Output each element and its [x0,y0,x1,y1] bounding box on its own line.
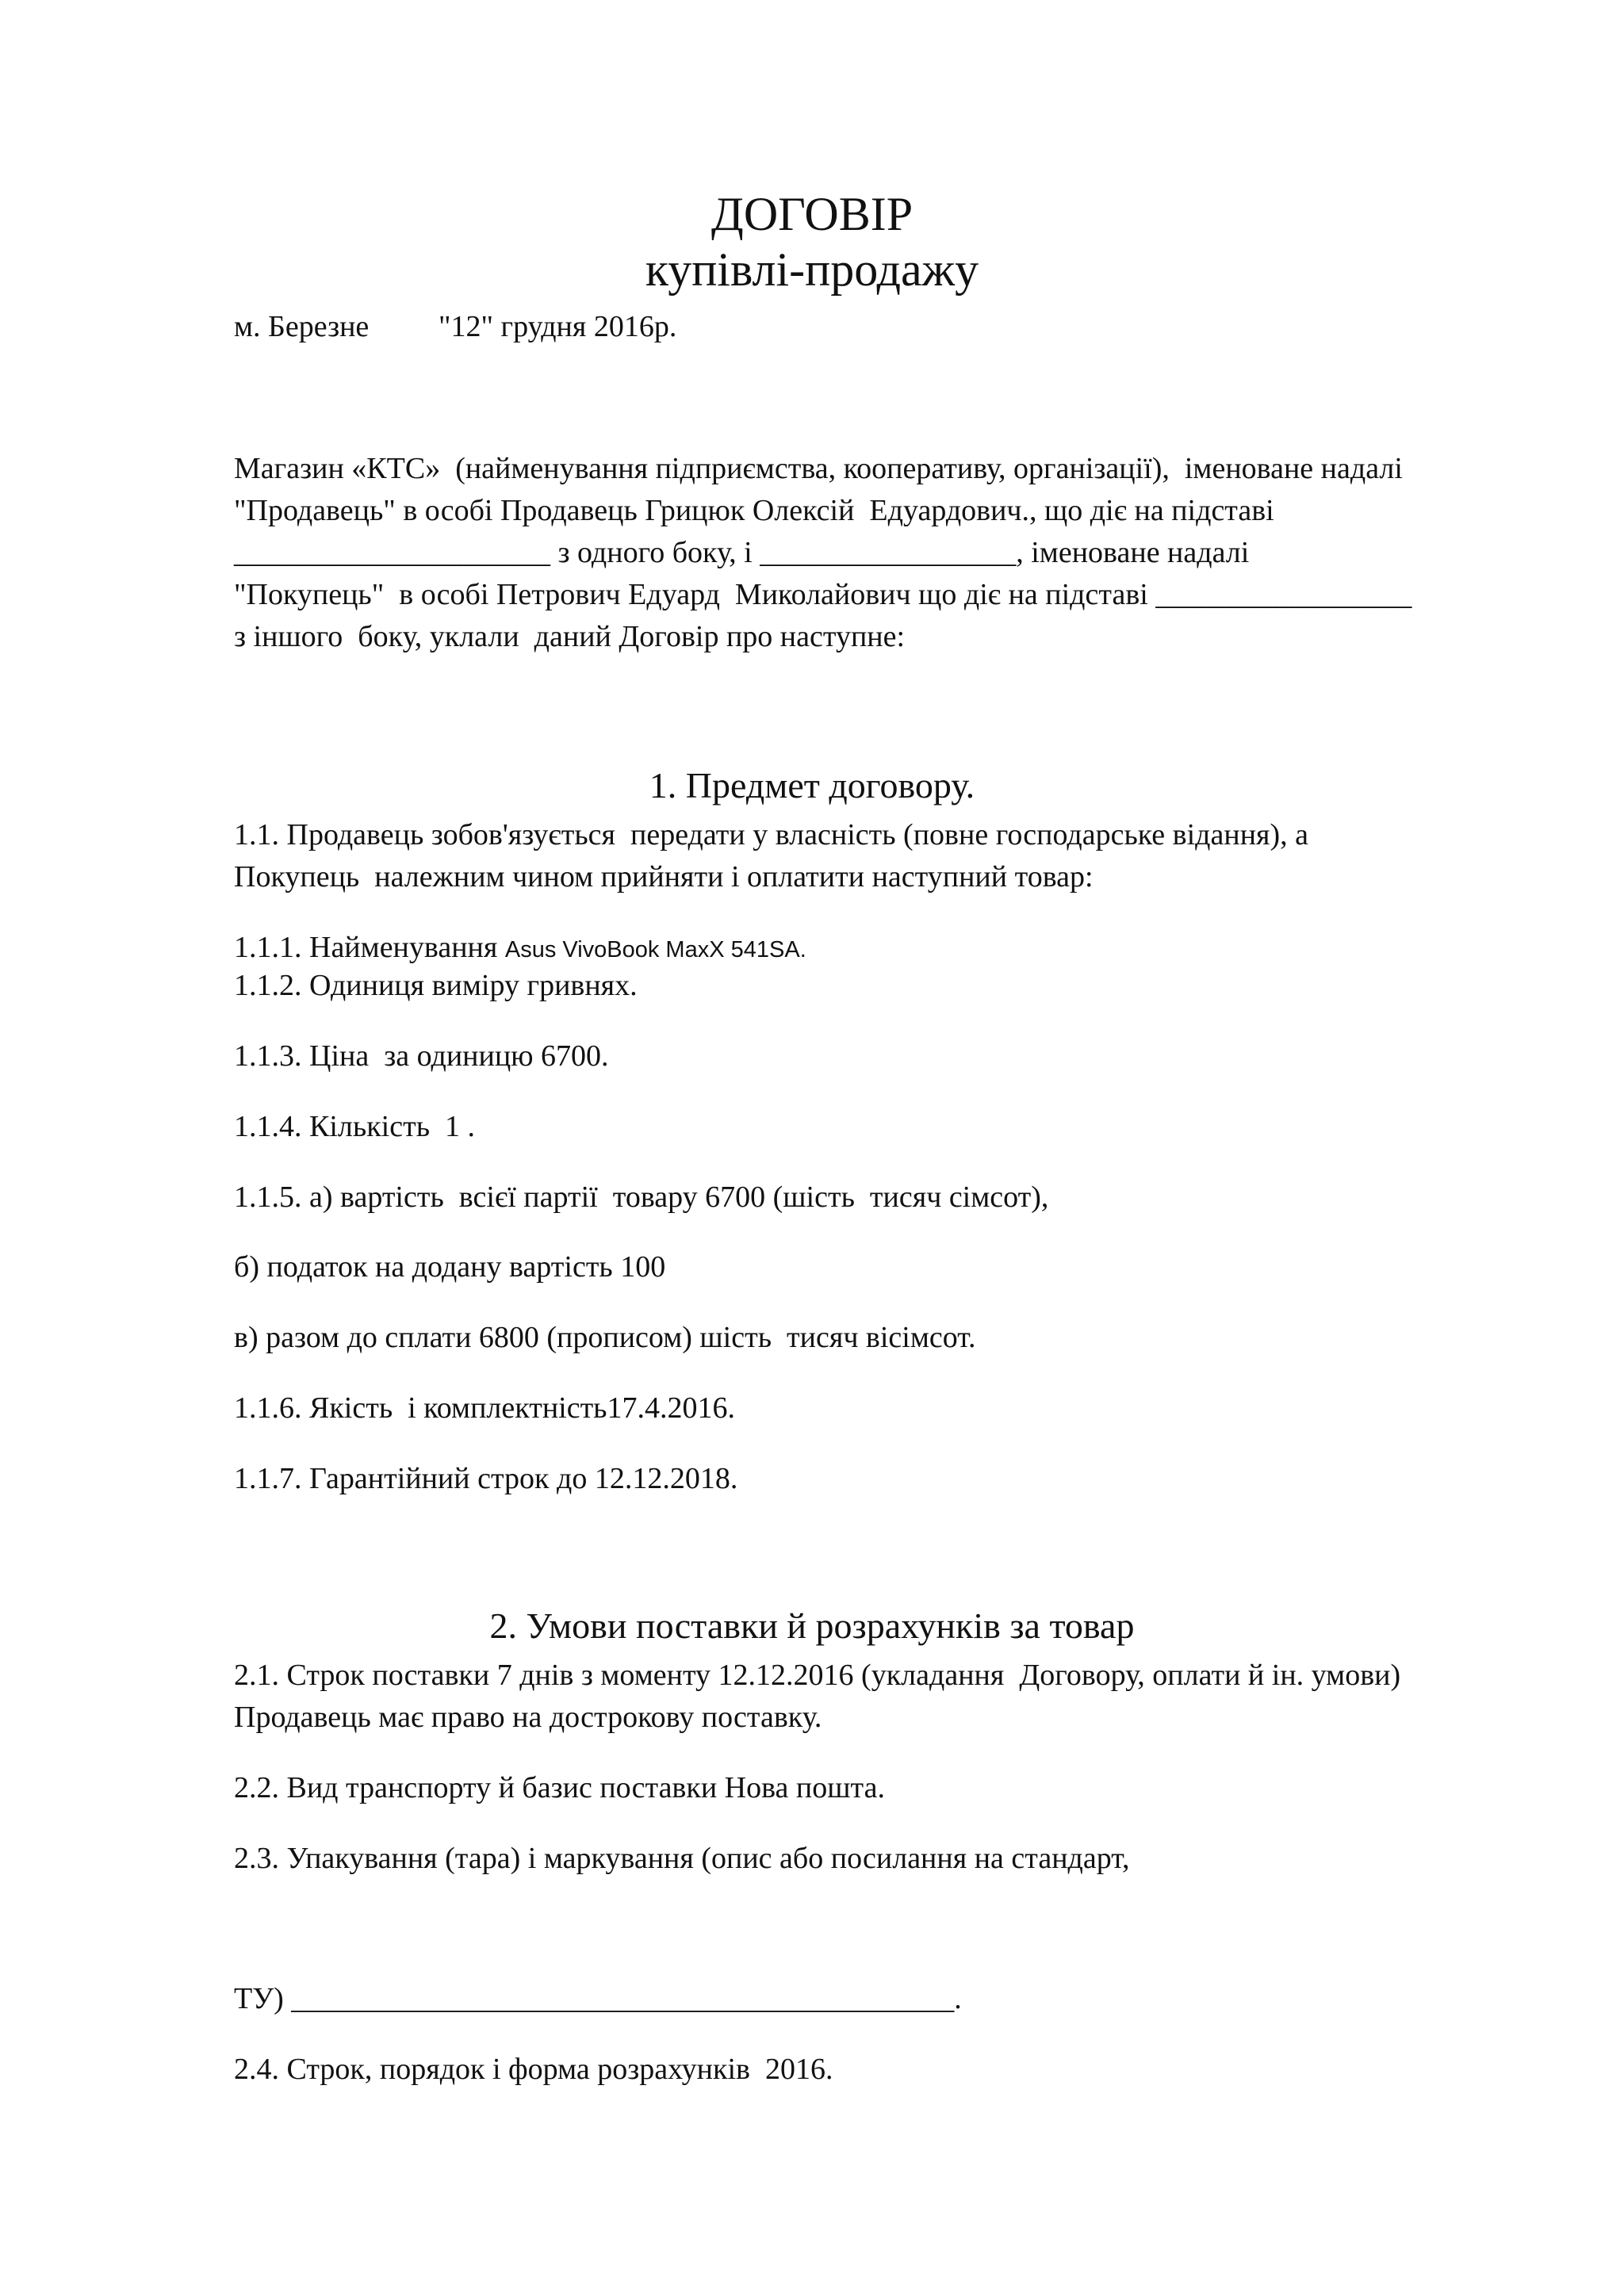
clause-2-3: 2.3. Упакування (тара) і маркування (опис або посилання на стандарт, [234,1842,1130,1875]
section-2-heading: 2. Умови поставки й розрахунків за товар [489,1605,1135,1646]
preamble-line: "Покупець" в особі Петрович Едуард Миколайович що діє на підставі _________________ [234,578,1412,611]
document-title: ДОГОВІР [710,188,914,240]
clause-2-2: 2.2. Вид транспорту й базис поставки Нова пошта. [234,1771,885,1804]
section-1-heading: 1. Предмет договору. [649,765,975,806]
date: "12" грудня 2016р. [439,310,677,343]
clause-2-3-tu: ТУ) ____________________________________________. [234,1982,962,2015]
clause-1-1-5b: б) податок на додану вартість 100 [234,1250,666,1284]
clause-2-1-line: Продавець має право на дострокову поставку. [234,1701,822,1734]
clause-1-1-2: 1.1.2. Одиниця виміру гривнях. [234,969,638,1002]
clause-1-1-line: 1.1. Продавець зобов'язується передати у власність (повне господарське відання), а [234,818,1309,851]
clause-1-1-4: 1.1.4. Кількість 1 . [234,1110,476,1143]
clause-1-1-line: Покупець належним чином прийняти і оплатити наступний товар: [234,860,1094,894]
product-name: Asus VivoBook MaxX 541SA. [504,937,806,962]
clause-1-1-1 [234,932,806,962]
clause-1-1-3: 1.1.3. Ціна за одиницю 6700. [234,1039,609,1073]
preamble-line: "Продавець" в особі Продавець Грицюк Олексій Едуардович., що діє на підставі [234,494,1274,527]
preamble-line: з іншого боку, уклали даний Договір про наступне: [234,620,906,653]
clause-1-1-5c: в) разом до сплати 6800 (прописом) шість тисяч вісімсот. [234,1321,976,1354]
clause-1-1-6: 1.1.6. Якість і комплектність17.4.2016. [234,1391,736,1425]
preamble-line: _____________________ з одного боку, і _________________, іменоване надалі [234,536,1250,569]
clause-1-1-5a: 1.1.5. а) вартість всієї партії товару 6700 (шість тисяч сімсот), [234,1181,1049,1214]
clause-2-4: 2.4. Строк, порядок і форма розрахунків 2016. [234,2053,833,2086]
document-subtitle: купівлі-продажу [645,243,979,296]
preamble-line: Магазин «КТС» (найменування підприємства, кооперативу, організації), іменоване надалі [234,452,1403,485]
clause-1-1-1-label: 1.1.1. Найменування [234,931,505,964]
clause-1-1-7: 1.1.7. Гарантійний строк до 12.12.2018. [234,1462,738,1495]
place: м. Березне [234,310,370,343]
clause-2-1-line: 2.1. Строк поставки 7 днів з моменту 12.12.2016 (укладання Договору, оплати й ін. умови) [234,1659,1401,1692]
